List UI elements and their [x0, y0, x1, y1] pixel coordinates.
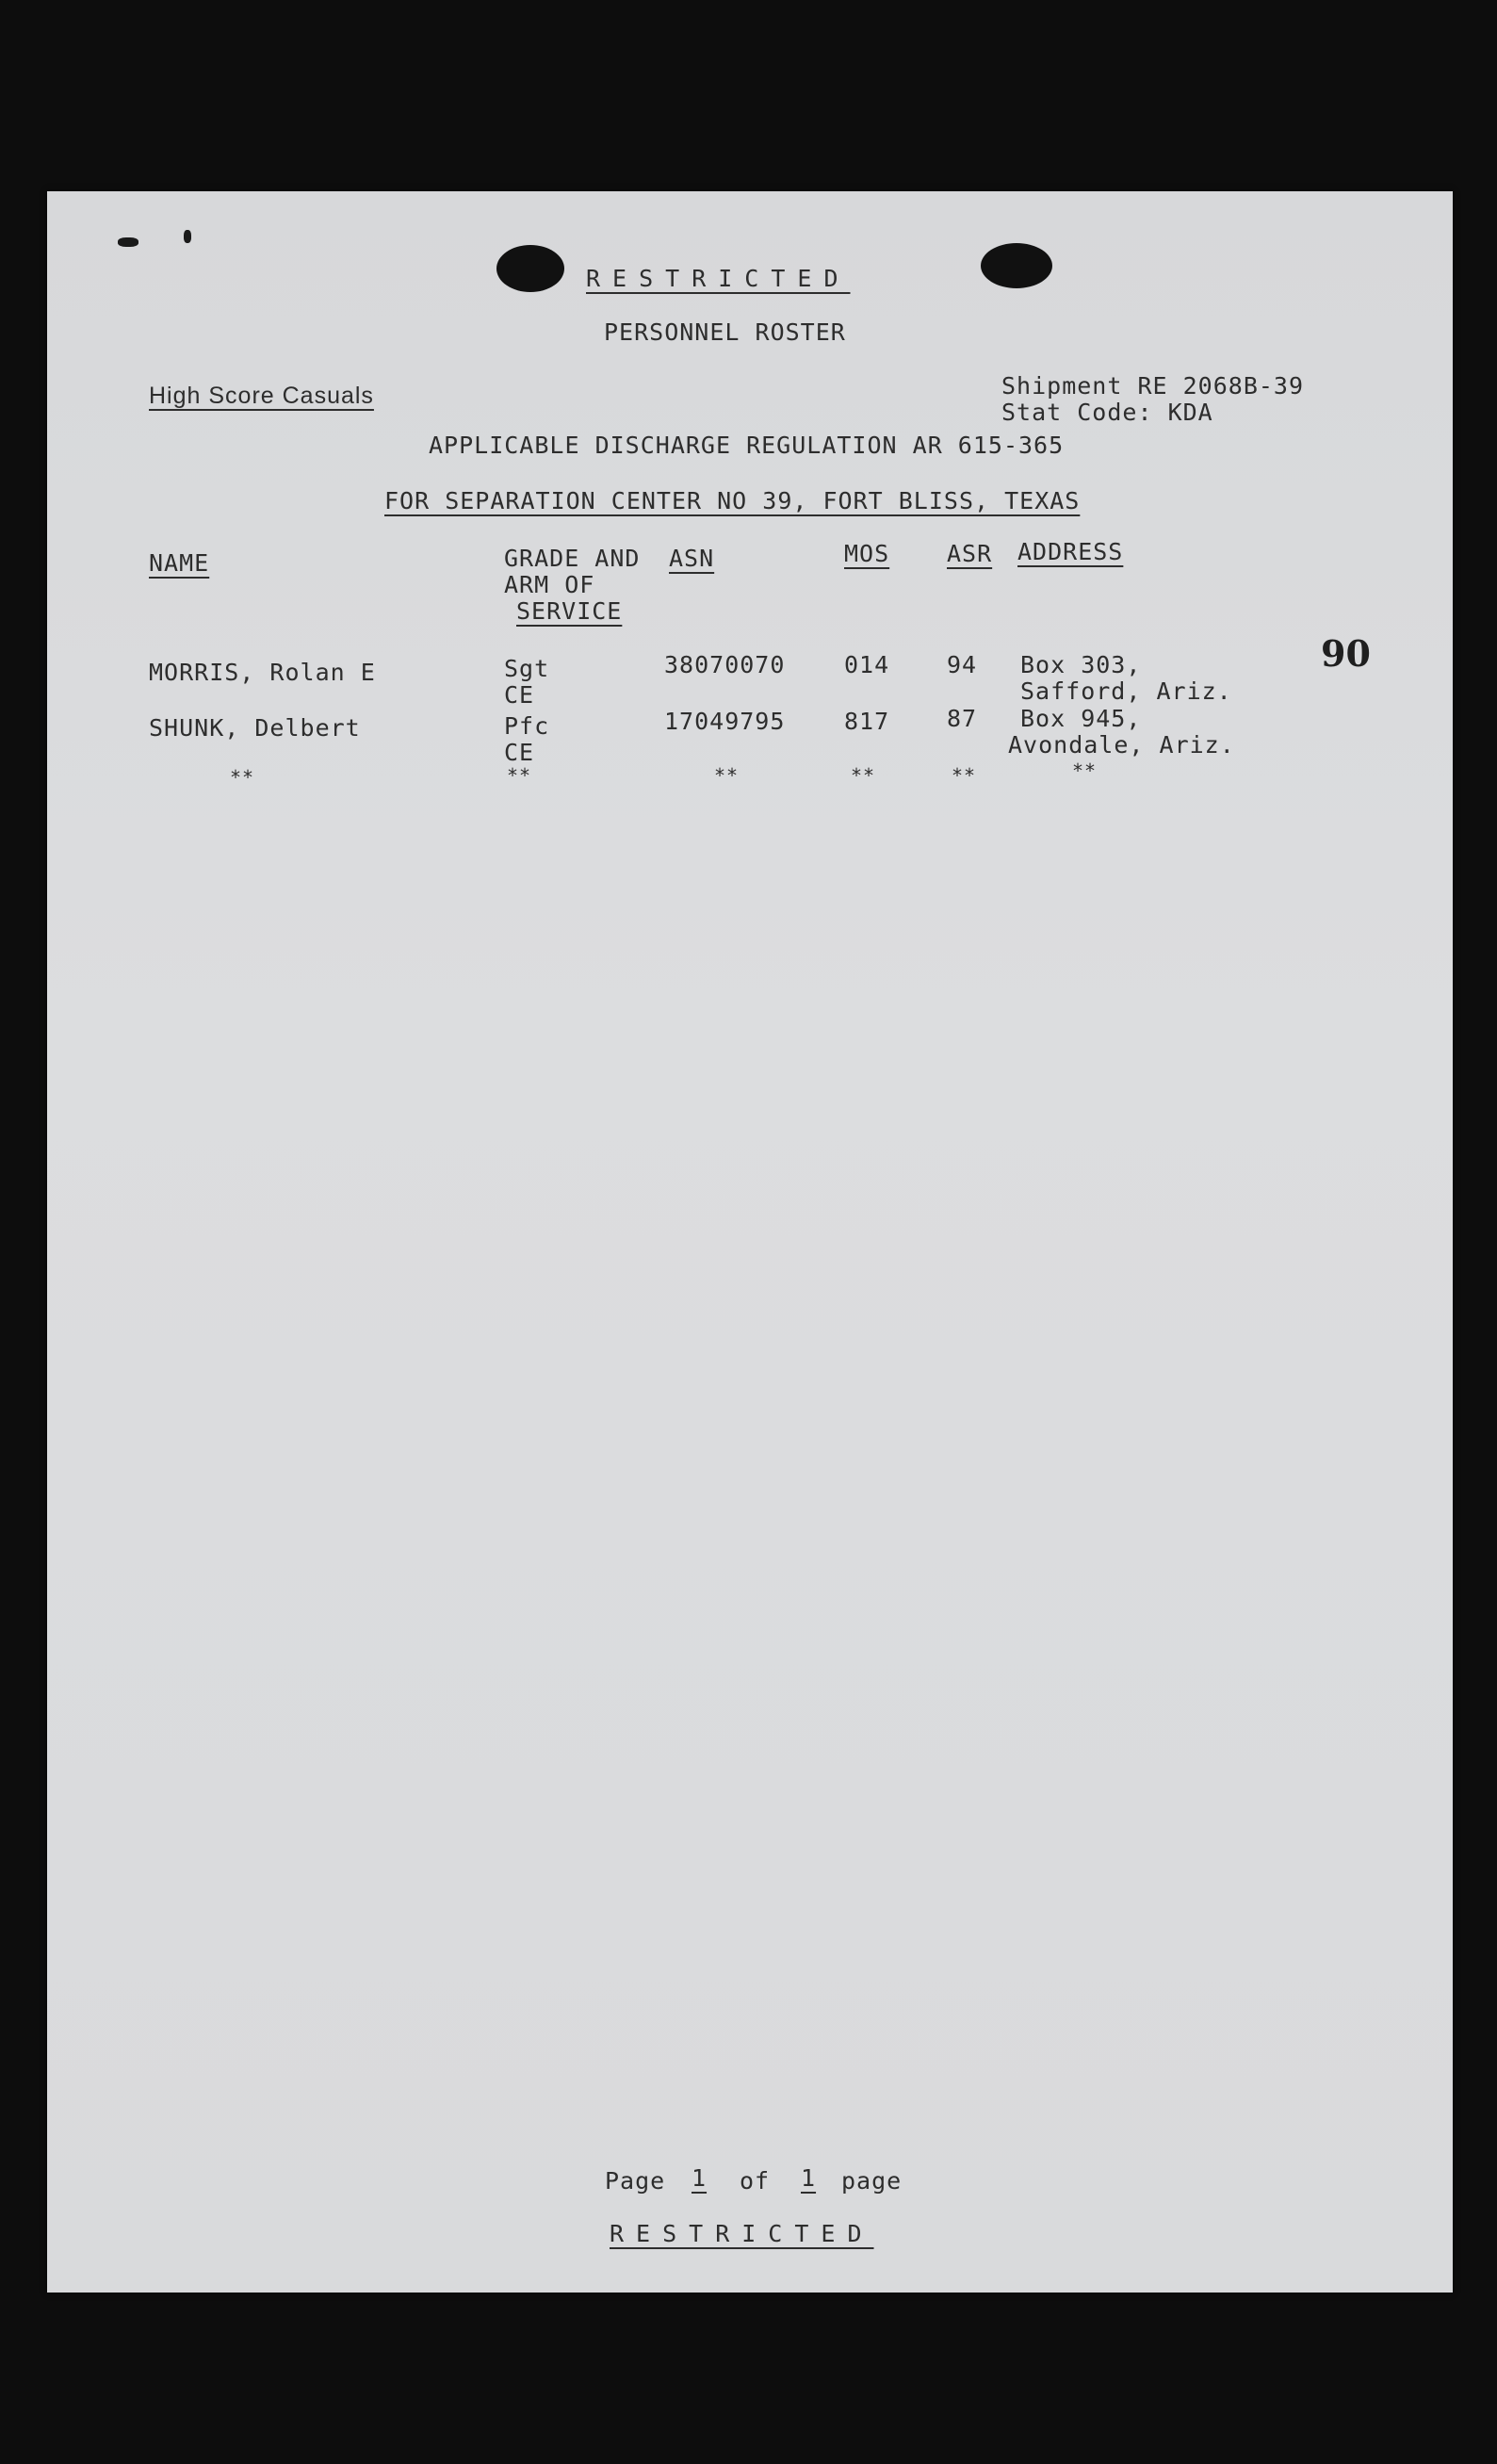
row-mos: 817 — [844, 708, 890, 735]
shipment-number: Shipment RE 2068B-39 — [1001, 372, 1305, 400]
ink-mark-small — [184, 230, 191, 243]
end-mark: ** — [714, 764, 740, 787]
of-word: of — [740, 2167, 771, 2195]
separation-center: FOR SEPARATION CENTER NO 39, FORT BLISS, TEXAS — [384, 487, 1081, 514]
row-address-2: Avondale, Ariz. — [1008, 731, 1235, 759]
classification-bottom: RESTRICTED — [610, 2220, 874, 2247]
col-header-asn: ASN — [669, 545, 715, 572]
col-header-name: NAME — [149, 549, 210, 577]
roster-title: PERSONNEL ROSTER — [604, 318, 846, 346]
row-asn: 17049795 — [664, 708, 786, 735]
classification-top: RESTRICTED — [586, 265, 851, 292]
page-total: 1 — [801, 2164, 817, 2192]
end-mark: ** — [851, 764, 876, 787]
end-mark: ** — [952, 764, 977, 787]
ink-blot-left — [496, 245, 564, 292]
page-suffix: page — [841, 2167, 903, 2195]
row-address-1: Box 945, — [1020, 705, 1142, 732]
page-mark-number: 90 — [1321, 632, 1371, 675]
ink-blot-right — [981, 243, 1052, 288]
row-asr: 87 — [947, 705, 978, 732]
document-page — [47, 191, 1453, 2293]
col-header-asr: ASR — [947, 540, 993, 567]
row-address-2: Safford, Ariz. — [1020, 677, 1232, 705]
row-name: MORRIS, Rolan E — [149, 659, 376, 686]
page-current: 1 — [692, 2164, 708, 2192]
row-mos: 014 — [844, 651, 890, 678]
row-arm: CE — [504, 681, 535, 709]
page-word: Page — [605, 2167, 666, 2195]
row-grade: Pfc — [504, 712, 550, 740]
row-arm: CE — [504, 739, 535, 766]
col-header-grade-3: SERVICE — [516, 597, 623, 625]
stat-code: Stat Code: KDA — [1001, 399, 1213, 426]
row-asr: 94 — [947, 651, 978, 678]
col-header-mos: MOS — [844, 540, 890, 567]
col-header-address: ADDRESS — [1017, 538, 1124, 565]
row-address-1: Box 303, — [1020, 651, 1142, 678]
col-header-grade-1: GRADE AND — [504, 545, 641, 572]
end-mark: ** — [1072, 759, 1098, 782]
group-name: High Score Casuals — [149, 383, 374, 409]
row-name: SHUNK, Delbert — [149, 714, 361, 742]
row-asn: 38070070 — [664, 651, 786, 678]
discharge-regulation: APPLICABLE DISCHARGE REGULATION AR 615-365 — [429, 432, 1065, 459]
end-mark: ** — [507, 764, 532, 787]
end-mark: ** — [230, 766, 255, 789]
ink-mark-left — [118, 237, 138, 247]
col-header-grade-2: ARM OF — [504, 571, 595, 598]
row-grade: Sgt — [504, 655, 550, 682]
